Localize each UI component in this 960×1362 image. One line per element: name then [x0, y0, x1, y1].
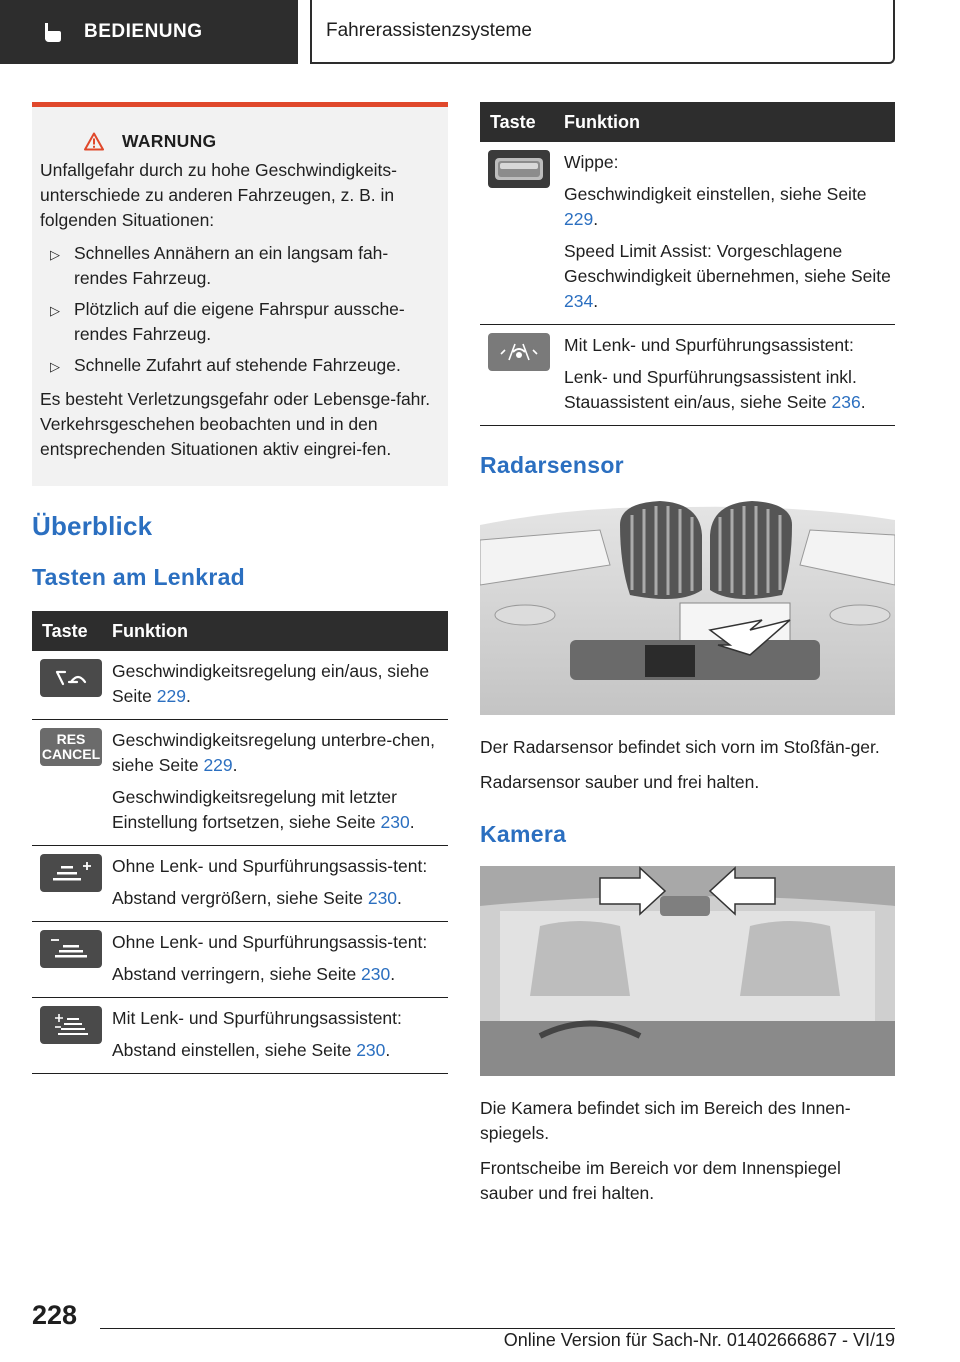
page-link[interactable]: 229 [156, 686, 186, 706]
function-text: Geschwindigkeitsregelung unterbre-chen, siehe Seite 229. [112, 730, 435, 775]
section-tab [0, 0, 298, 64]
table-row [480, 325, 895, 426]
page-link[interactable]: 230 [380, 812, 410, 832]
res-cancel-icon: RES CANCEL [40, 728, 102, 766]
triangle-bullet-icon: ▷ [50, 359, 60, 374]
page-link[interactable]: 229 [203, 755, 233, 775]
camera-location-text: Die Kamera befindet sich im Bereich des Innen-spiegels. [480, 1098, 851, 1143]
function-text: Wippe: [564, 152, 619, 172]
column-header: Taste [480, 102, 564, 142]
column-header: Funktion [112, 611, 448, 651]
column-header: Funktion [564, 102, 895, 142]
table-row [32, 846, 448, 922]
distance-adjust-icon [40, 1006, 102, 1044]
page-link[interactable]: 236 [831, 392, 861, 412]
function-text: Ohne Lenk- und Spurführungsassis-tent: [112, 856, 428, 876]
hand-pointer-icon [40, 21, 62, 43]
radar-sensor-image [480, 495, 895, 715]
function-text: Abstand einstellen, siehe Seite 230. [112, 1040, 391, 1060]
steering-buttons-table-continued [480, 102, 895, 426]
function-text: Mit Lenk- und Spurführungsassistent: [112, 1008, 402, 1028]
rocker-switch-icon [488, 150, 550, 188]
function-text: Ohne Lenk- und Spurführungsassis-tent: [112, 932, 428, 952]
warning-title: WARNUNG [122, 131, 217, 151]
overview-heading: Überblick [32, 511, 153, 541]
footer-text: Online Version für Sach-Nr. 01402666867 - VI/19 [503, 1330, 895, 1350]
function-text: Abstand vergrößern, siehe Seite 230. [112, 888, 402, 908]
table-row [32, 922, 448, 998]
table-row [32, 720, 448, 846]
distance-plus-icon [40, 854, 102, 892]
function-text: Lenk- und Spurführungsassistent inkl. Stauassistent ein/aus, siehe Seite 236. [564, 367, 866, 412]
warning-intro: Unfallgefahr durch zu hohe Geschwindigkeits-unterschiede zu anderen Fahrzeugen, z. B. in folgenden Situationen: [40, 160, 397, 230]
function-text: Geschwindigkeit einstellen, siehe Seite 229. [564, 184, 867, 229]
table-row [32, 651, 448, 720]
function-text: Abstand verringern, siehe Seite 230. [112, 964, 396, 984]
list-item: ▷ Plötzlich auf die eigene Fahrspur aussche-rendes Fahrzeug. [40, 297, 438, 347]
radar-location-text: Der Radarsensor befindet sich vorn im Stoßfän-ger. [480, 737, 880, 757]
warning-list [40, 241, 438, 379]
cruise-control-icon [40, 659, 102, 697]
steering-buttons-table [32, 611, 448, 1074]
table-row [32, 998, 448, 1074]
triangle-bullet-icon: ▷ [50, 247, 60, 262]
distance-minus-icon [40, 930, 102, 968]
radar-heading: Radarsensor [480, 452, 624, 478]
warning-box [32, 102, 448, 486]
page-link[interactable]: 234 [564, 291, 594, 311]
footer-divider [100, 1328, 895, 1329]
section-label: BEDIENUNG [84, 21, 203, 42]
left-column [32, 102, 448, 1074]
camera-heading: Kamera [480, 821, 567, 847]
column-header: Taste [32, 611, 112, 651]
function-text: Mit Lenk- und Spurführungsassistent: [564, 335, 854, 355]
right-column [480, 102, 895, 1206]
function-text: Geschwindigkeitsregelung mit letzter Einstellung fortsetzen, siehe Seite 230. [112, 787, 415, 832]
page-link[interactable]: 230 [367, 888, 398, 908]
page-link[interactable]: 229 [564, 209, 594, 229]
steering-assist-icon [488, 333, 550, 371]
steering-buttons-heading: Tasten am Lenkrad [32, 564, 246, 590]
page-link[interactable]: 230 [356, 1040, 386, 1060]
page-link[interactable]: 230 [361, 964, 391, 984]
page-number: 228 [32, 1300, 78, 1330]
chapter-title: Fahrerassistenzsysteme [326, 20, 532, 41]
warning-triangle-icon [84, 132, 104, 151]
triangle-bullet-icon: ▷ [50, 303, 60, 318]
camera-image [480, 866, 895, 1076]
list-item: ▷ Schnelle Zufahrt auf stehende Fahrzeuge. [40, 353, 438, 379]
function-text: Geschwindigkeitsregelung ein/aus, siehe Seite 229. [112, 661, 430, 706]
camera-clean-text: Frontscheibe im Bereich vor dem Innenspiegel sauber und frei halten. [480, 1158, 841, 1203]
table-row [480, 142, 895, 325]
function-text: Speed Limit Assist: Vorgeschlagene Geschwindigkeit übernehmen, siehe Seite 234. [564, 241, 891, 311]
warning-outro: Es besteht Verletzungsgefahr oder Lebensge-fahr. Verkehrsgeschehen beobachten und in den entsprechenden Situationen aktiv eingrei-fen. [40, 389, 431, 459]
radar-clean-text: Radarsensor sauber und frei halten. [480, 772, 760, 792]
chapter-title-box [310, 0, 895, 64]
list-item: ▷ Schnelles Annähern an ein langsam fah-rendes Fahrzeug. [40, 241, 438, 291]
